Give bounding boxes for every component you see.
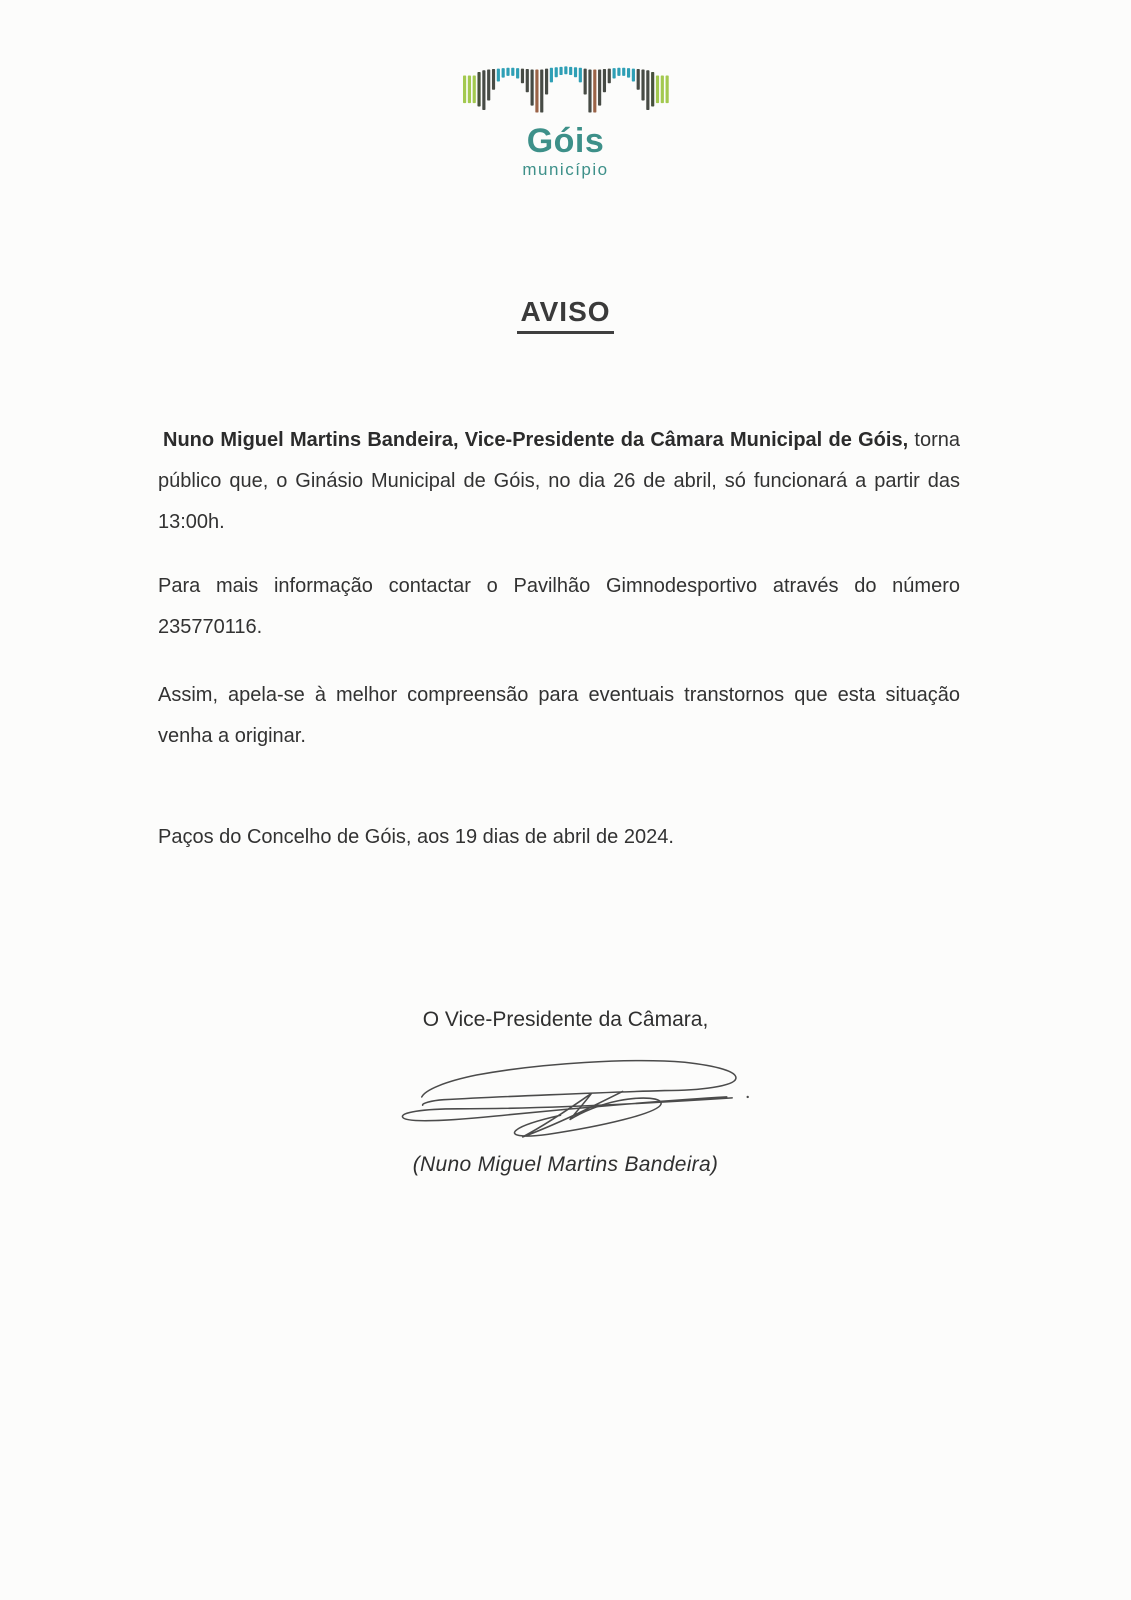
date-line: Paços do Concelho de Góis, aos 19 dias de abril de 2024. (158, 826, 674, 848)
handwritten-signature (366, 1044, 766, 1149)
signer-printed-name: (Nuno Miguel Martins Bandeira) (412, 1153, 719, 1176)
municipality-logo (0, 66, 1131, 180)
announcer-name-bold: Nuno Miguel Martins Bandeira, Vice-Presidente da Câmara Municipal de Góis, (163, 429, 909, 451)
notice-body (158, 420, 960, 858)
title-block (0, 296, 1131, 334)
signer-role-line: O Vice-Presidente da Câmara, (422, 1008, 709, 1031)
signature-block (0, 1008, 1131, 1177)
page-title: AVISO (517, 296, 613, 334)
paragraph-announcement (158, 420, 960, 543)
bridge-arches-logo-icon (463, 66, 669, 116)
paragraph-apology: Assim, apela-se à melhor compreensão para eventuais transtornos que esta situação venha a originar. (158, 684, 960, 747)
announcement-text: torna público que, o Ginásio Municipal de Góis, no dia 26 de abril, só funcionará a partir das 13:00h. (158, 429, 960, 533)
paragraph-contact: Para mais informação contactar o Pavilhão Gimnodesportivo através do número 235770116. (158, 575, 960, 638)
logo-subtitle: município (522, 160, 609, 179)
logo-wordmark: Góis (526, 122, 605, 160)
